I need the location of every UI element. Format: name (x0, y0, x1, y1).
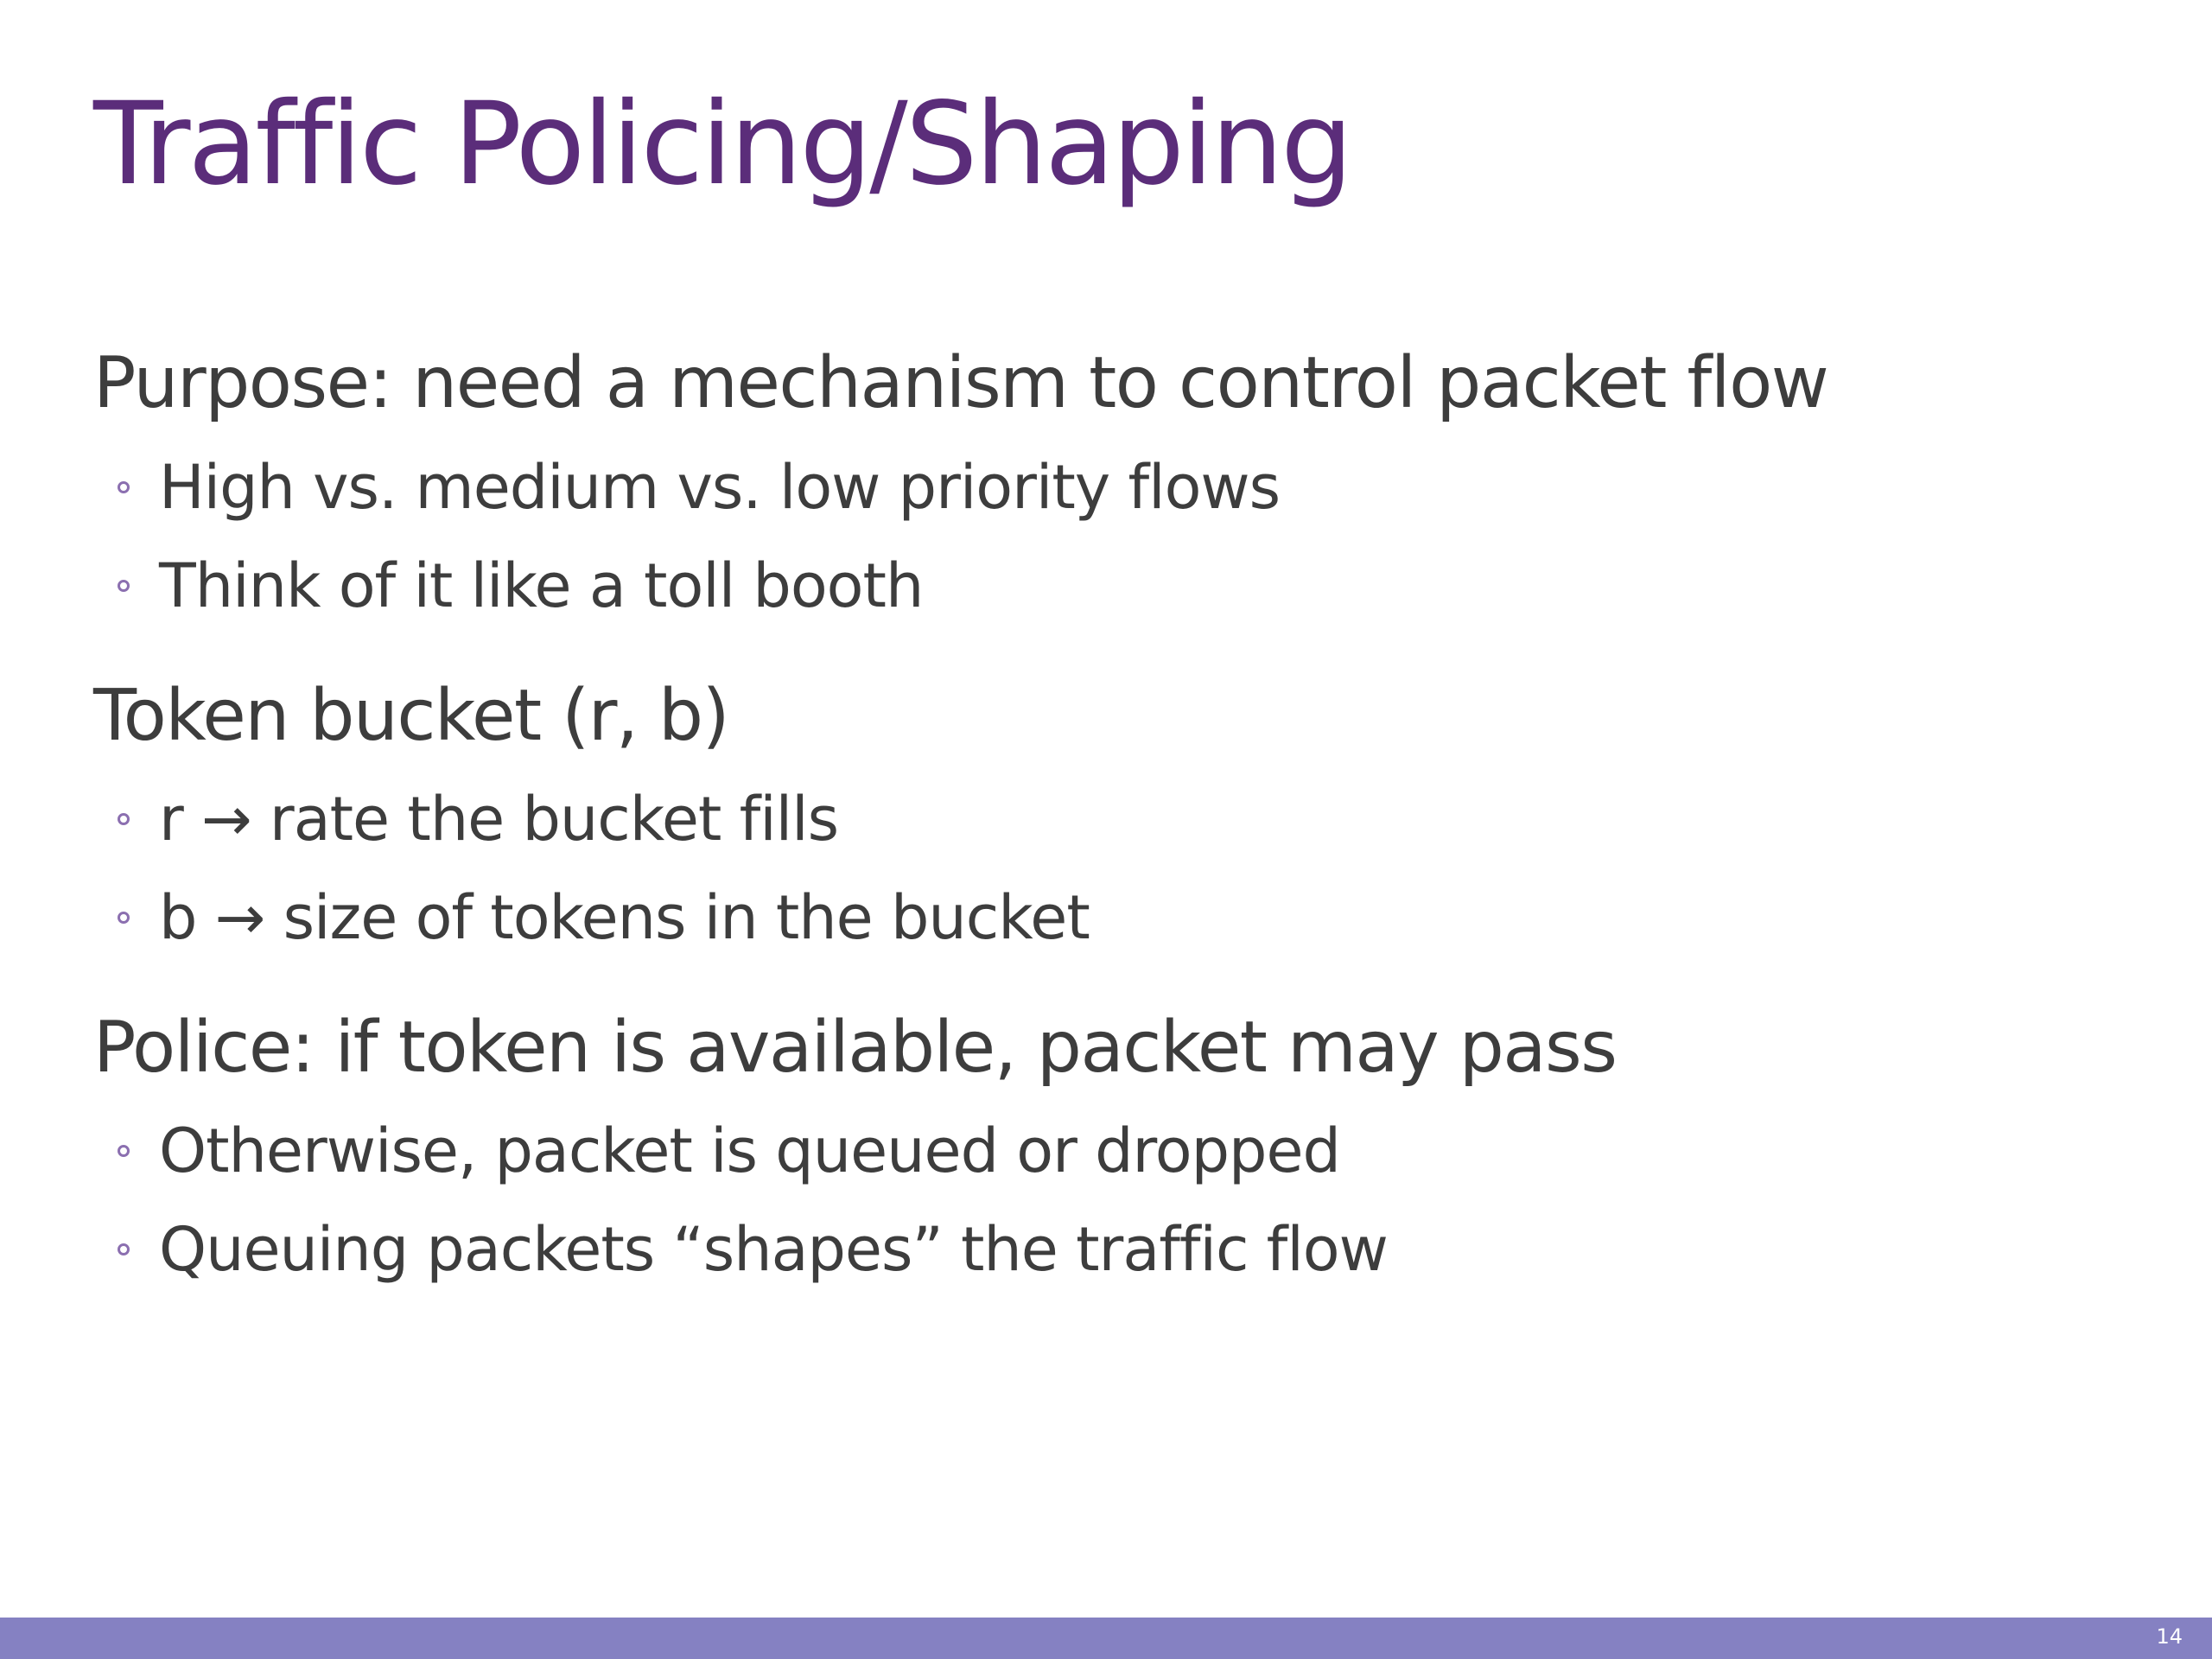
bullet-circle-icon (118, 1145, 130, 1157)
section-heading-police: Police: if token is available, packet may pass (93, 1007, 1617, 1089)
list-item-text: b → size of tokens in the bucket (159, 882, 1090, 953)
bullet-circle-icon (118, 1243, 130, 1255)
list-item (118, 1213, 1388, 1286)
list-item (118, 783, 838, 855)
footer-bar (0, 1618, 2212, 1659)
list-item (118, 881, 1090, 954)
section-heading-purpose: Purpose: need a mechanism to control packet flow (93, 342, 1828, 424)
slide-title: Traffic Policing/Shaping (93, 78, 1351, 211)
list-item (118, 550, 923, 622)
bullet-circle-icon (118, 580, 130, 592)
list-item-text: Otherwise, packet is queued or dropped (159, 1116, 1340, 1186)
section-heading-token-bucket: Token bucket (r, b) (93, 675, 729, 757)
bullet-circle-icon (118, 813, 130, 825)
list-item (118, 1115, 1340, 1187)
list-item-text: High vs. medium vs. low priority flows (159, 452, 1281, 523)
list-item-text: r → rate the bucket fills (159, 784, 839, 855)
list-item-text: Think of it like a toll booth (159, 550, 924, 621)
bullet-circle-icon (118, 912, 130, 924)
page-number: 14 (2156, 1624, 2183, 1649)
list-item (118, 451, 1280, 524)
list-item-text: Queuing packets “shapes” the traffic flow (159, 1214, 1388, 1285)
bullet-circle-icon (118, 481, 130, 493)
